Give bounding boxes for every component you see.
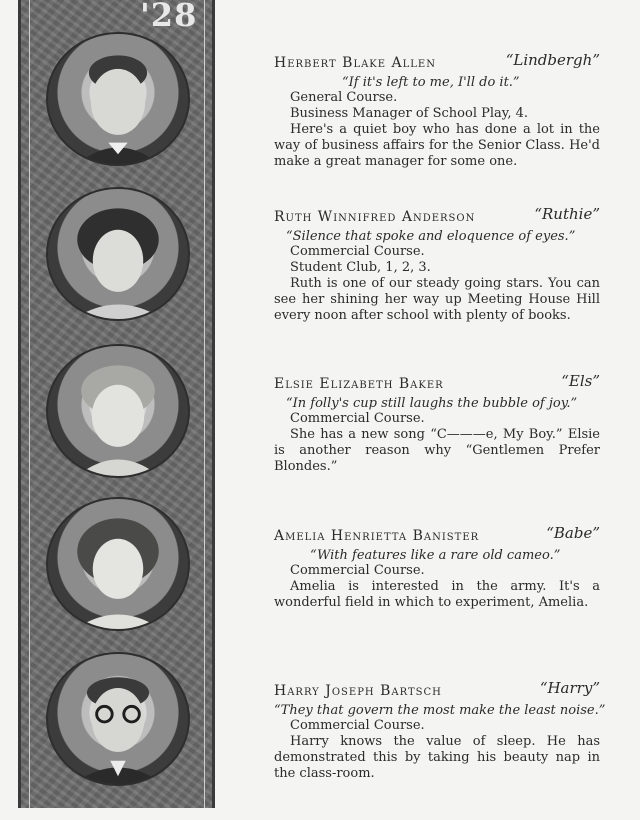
senior-entry	[274, 52, 600, 170]
course: Commercial Course.	[290, 563, 425, 578]
name-row	[274, 206, 600, 224]
nickname: “Harry”	[539, 679, 600, 697]
motto-quote: “In folly's cup still laughs the bubble of joy.”	[286, 396, 578, 411]
motto-quote: “With features like a rare old cameo.”	[310, 548, 561, 563]
course: General Course.	[290, 90, 398, 105]
description-text: She has a new song “C———e, My Boy.” Elsie is another reason why “Gentlemen Prefer Blondes.”	[274, 427, 600, 474]
description	[274, 579, 600, 611]
description-text: Ruth is one of our steady going stars. You can see her shining her way up Meeting House Hill every noon after school with plenty of books.	[274, 276, 600, 323]
description	[274, 427, 600, 475]
portrait-ruth-anderson	[46, 187, 190, 321]
description	[274, 734, 600, 782]
description-text: Amelia is interested in the army. It's a wonderful field in which to experiment, Amelia.	[274, 579, 600, 610]
senior-entry	[274, 525, 600, 611]
student-name: Ruth Winnifred Anderson	[274, 209, 476, 225]
nickname: “Babe”	[546, 524, 600, 542]
nickname: “Els”	[561, 372, 600, 390]
course: Commercial Course.	[290, 718, 425, 733]
description	[274, 276, 600, 324]
description-text: Harry knows the value of sleep. He has demonstrated this by taking his beauty nap in the class-room.	[274, 734, 600, 781]
student-name: Herbert Blake Allen	[274, 55, 436, 71]
year-label: '28	[140, 0, 198, 34]
motto-quote: “If it's left to me, I'll do it.”	[342, 75, 520, 90]
senior-entry	[274, 373, 600, 475]
motto-quote: “They that govern the most make the least noise.”	[274, 703, 606, 718]
portrait-image	[48, 499, 188, 629]
activities: Student Club, 1, 2, 3.	[290, 260, 431, 275]
activities: Business Manager of School Play, 4.	[290, 106, 529, 121]
student-name: Amelia Henrietta Banister	[274, 528, 480, 544]
description-text: Here's a quiet boy who has done a lot in the way of business affairs for the Senior Class. He'd make a great manager for some one.	[274, 122, 600, 169]
name-row	[274, 525, 600, 543]
student-name: Elsie Elizabeth Baker	[274, 376, 444, 392]
portrait-image	[48, 34, 188, 164]
portrait-image	[48, 189, 188, 319]
senior-entry	[274, 206, 600, 324]
course: Commercial Course.	[290, 411, 425, 426]
name-row	[274, 52, 600, 70]
portrait-herbert-allen	[46, 32, 190, 166]
name-row	[274, 373, 600, 391]
portrait-elsie-baker	[46, 344, 190, 478]
nickname: “Ruthie”	[534, 205, 600, 223]
student-name: Harry Joseph Bartsch	[274, 683, 442, 699]
portrait-harry-bartsch	[46, 652, 190, 786]
nickname: “Lindbergh”	[505, 51, 600, 69]
course: Commercial Course.	[290, 244, 425, 259]
portrait-image	[48, 654, 188, 784]
portrait-amelia-banister	[46, 497, 190, 631]
portrait-image	[48, 346, 188, 476]
description	[274, 122, 600, 170]
motto-quote: “Silence that spoke and eloquence of eyes.”	[286, 229, 576, 244]
senior-entry	[274, 679, 606, 782]
name-row	[274, 680, 600, 698]
